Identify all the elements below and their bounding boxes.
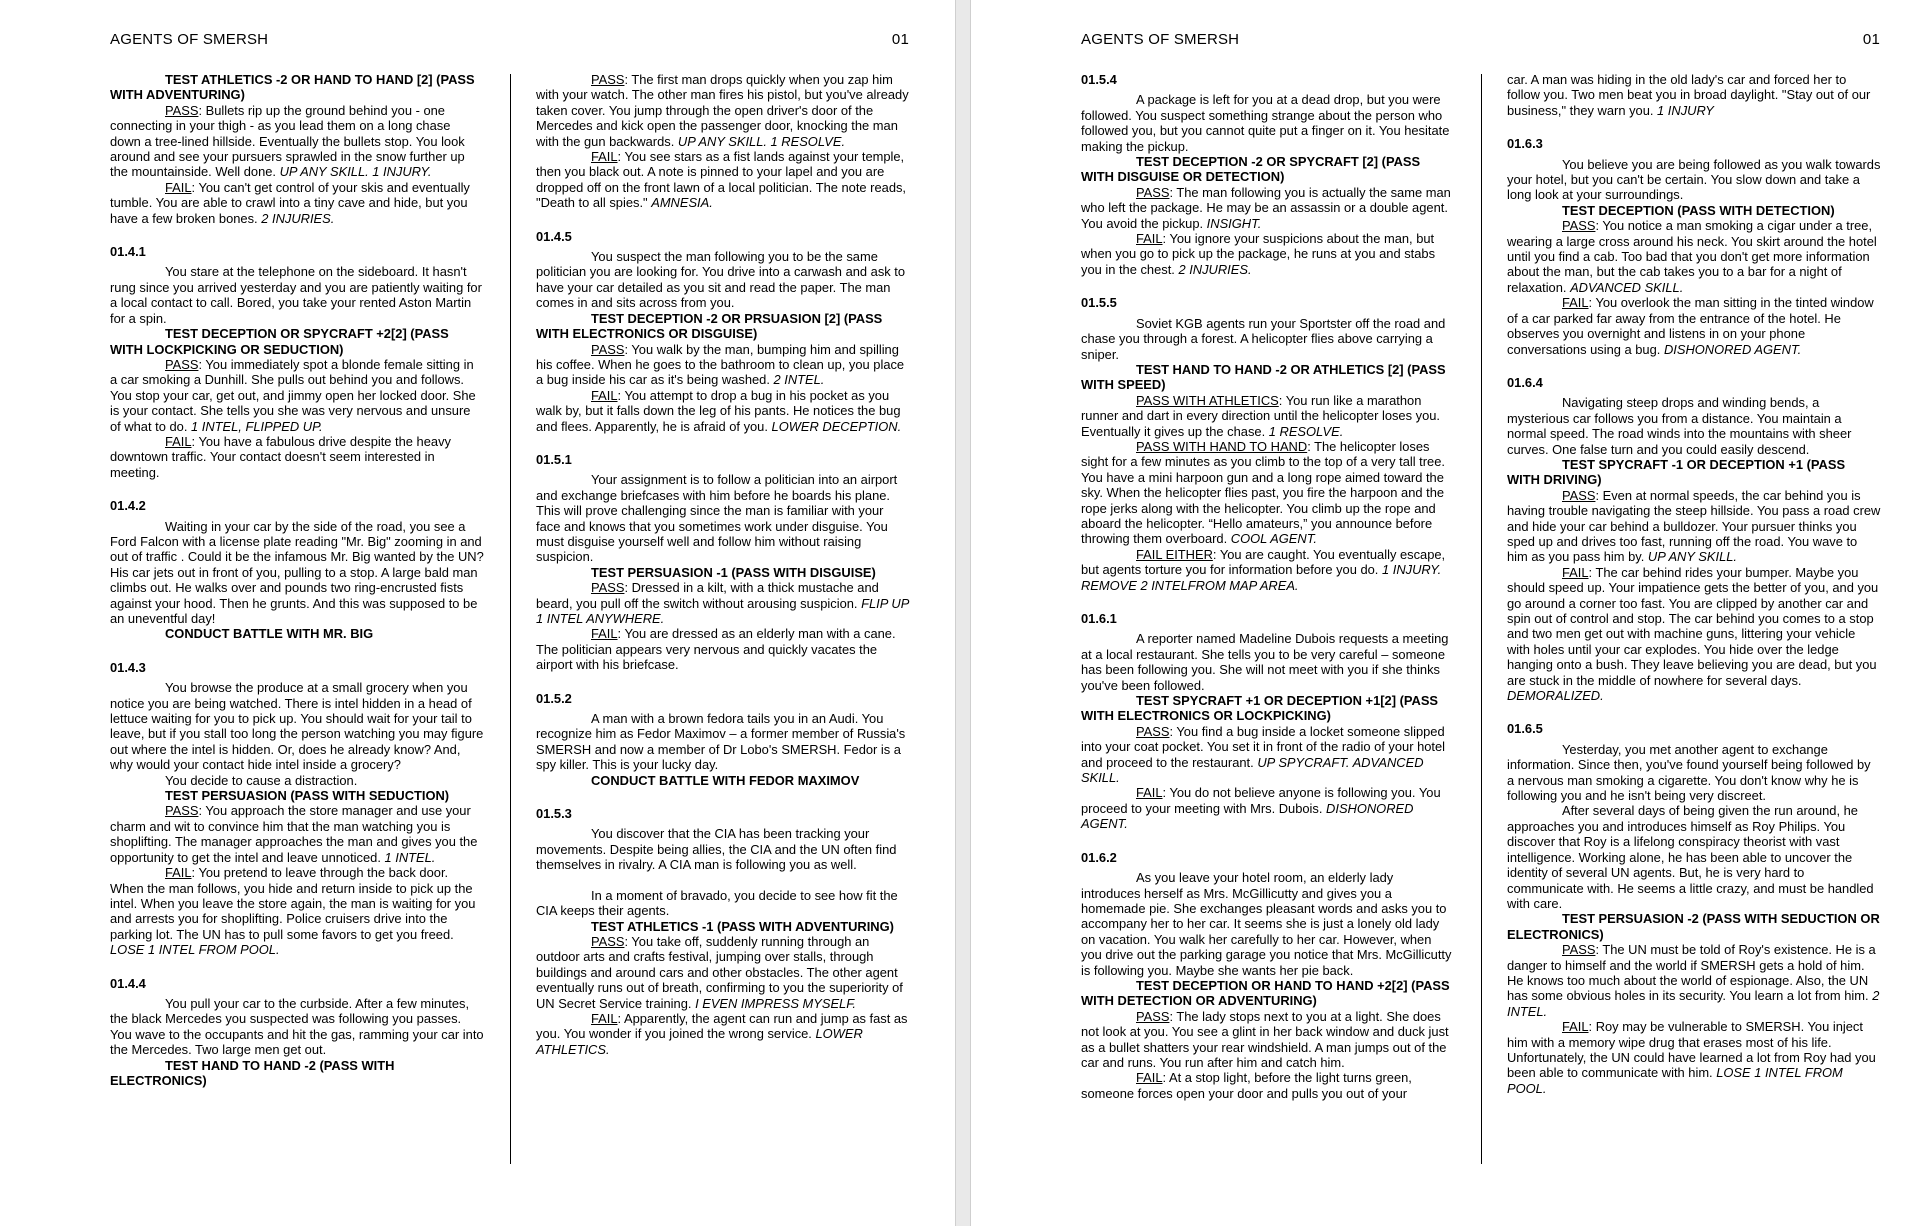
outcome-label: FAIL [165, 179, 192, 195]
page-gutter [955, 0, 971, 1226]
outcome-label: FAIL [165, 433, 192, 449]
outcome-effect: DISHONORED AGENT. [1663, 341, 1802, 357]
outcome-effect: 2 INJURIES. [261, 210, 335, 226]
story-paragraph: Your assignment is to follow a politician into an airport and exchange briefcases with him before he boards his plane. This will prove challenging since the man is familiar with your face and knows that you sometimes work under disguise. You must disguise yourself well and follow him without raising suspicion. [536, 472, 898, 565]
outcome-paragraph: FAIL: You can't get control of your skis and eventually tumble. You are able to crawl into a tiny cave and hide, but you have a few broken bones. 2 INJURIES. [110, 179, 470, 226]
page-number: 01 [1862, 31, 1880, 48]
outcome-paragraph: PASS: You take off, suddenly running through an outdoor arts and crafts festival, jumping over stalls, through buildings and around cars and other obstacles. The other agent eventually runs out of breath, confirming to you the superiority of UN Secret Service training. I EVEN IMPRESS MYSELF. [536, 933, 903, 1011]
story-section [1507, 136, 1881, 357]
outcome-label: FAIL [1562, 1019, 1589, 1035]
outcome-text: The man following you is actually the same man who left the package. He may be an assassin or a double agent. You avoid the pickup. [1081, 184, 1451, 231]
test-instruction: TEST DECEPTION -2 OR PRSUASION [2] (PASS WITH ELECTRONICS OR DISGUISE) [536, 310, 883, 342]
outcome-effect: 2 INTEL. [773, 372, 825, 388]
story-section [110, 498, 484, 642]
text-column [110, 72, 484, 1088]
outcome-text: The first man drops quickly when you zap him with your watch. The other man fires his pistol, but you've already taken cover. You jump through the open driver's door of the Mercedes and kick open the passenger door, knocking the man with the gun backwards. [536, 72, 909, 149]
test-instruction: TEST PERSUASION -2 (PASS WITH SEDUCTION OR ELECTRONICS) [1507, 911, 1880, 942]
outcome-paragraph: FAIL: You ignore your suspicions about the man, but when you go to pick up the package, he runs at you and stabs you in the chest. 2 INJURIES. [1081, 231, 1436, 277]
test-instruction: TEST DECEPTION OR HAND TO HAND +2[2] (PASS WITH DETECTION OR ADVENTURING) [1081, 977, 1450, 1009]
outcome-effect: DISHONORED AGENT. [1081, 800, 1414, 832]
story-section [536, 452, 910, 673]
test-instruction: TEST DECEPTION OR SPYCRAFT +2[2] (PASS WITH LOCKPICKING OR SEDUCTION) [110, 326, 449, 357]
outcome-label: PASS [165, 356, 199, 372]
outcome-paragraph: FAIL: Apparently, the agent can run and jump as fast as you. You wonder if you joined the wrong service. LOWER ATHLETICS. [536, 1010, 908, 1057]
section-number: 01.6.2 [1081, 849, 1117, 865]
story-section [536, 72, 910, 211]
outcome-text: You do not believe anyone is following you. You proceed to your meeting with Mrs. Dubois. [1081, 785, 1441, 816]
outcome-text: You attempt to drop a bug in his pocket as you walk by, but it falls down the leg of his pants. He notices the bug and flees. Apparently, he is afraid of you. [536, 387, 901, 434]
outcome-label: PASS WITH HAND TO HAND [1136, 438, 1308, 454]
outcome-label: FAIL [1562, 295, 1589, 311]
outcome-label: PASS [1562, 487, 1596, 503]
outcome-text: You ignore your suspicions about the man, but when you go to pick up the package, he runs at you and stabs you in the chest. [1081, 231, 1436, 277]
outcome-effect: AMNESIA. [651, 195, 713, 211]
outcome-label: FAIL [591, 1010, 618, 1026]
outcome-paragraph: FAIL: You do not believe anyone is following you. You proceed to your meeting with Mrs. Dubois. DISHONORED AGENT. [1081, 785, 1441, 832]
outcome-label: PASS [1562, 942, 1596, 958]
outcome-effect: LOWER DECEPTION. [771, 418, 902, 434]
section-number: 01.5.5 [1081, 295, 1117, 311]
section-number: 01.6.5 [1507, 721, 1543, 737]
outcome-text: You notice a man smoking a cigar under a tree, wearing a large cross around his neck. You skirt around the hotel until you find a cab. Too bad that you don't get more information about the man, but the cab takes you to a bar for a night of relaxation. [1507, 218, 1877, 295]
story-paragraph: A man with a brown fedora tails you in an Audi. You recognize him as Fedor Maximov – a former member of Russia's SMERSH and now a member of Dr Lobo's SMERSH. Fedor is a spy killer. This is your lucky day. [536, 711, 906, 773]
story-section [1081, 72, 1455, 277]
outcome-label: PASS [591, 933, 625, 949]
story-paragraph: A package is left for you at a dead drop, but you were followed. You suspect something strange about the person who followed you, but you cannot quite put a finger on it. You hesitate making the pickup. [1081, 92, 1450, 154]
story-paragraph: You discover that the CIA has been tracking your movements. Despite being allies, the CIA and the UN often find themselves in rivalry. A CIA man is following you as well. [536, 826, 897, 873]
outcome-label: FAIL [1136, 231, 1163, 247]
outcome-label: FAIL [1136, 1070, 1163, 1086]
outcome-paragraph: PASS: The lady stops next to you at a light. She does not look at you. You see a glint in her back window and duck just as a bullet shatters your rear windshield. A man jumps out of the car and runs. You run after him and catch him. [1081, 1008, 1449, 1070]
outcome-label: PASS [591, 341, 625, 357]
outcome-paragraph: FAIL: At a stop light, before the light turns green, someone forces open your door and pulls you out of your [1081, 1070, 1412, 1101]
outcome-effect: 1 INTEL. [384, 849, 436, 865]
outcome-effect: 2 INTEL. [1507, 988, 1880, 1019]
outcome-effect: 1 INTEL, FLIPPED UP. [191, 418, 323, 434]
story-paragraph: You decide to cause a distraction. [165, 772, 358, 788]
story-section [536, 806, 910, 1057]
outcome-label: FAIL [591, 626, 618, 642]
outcome-paragraph: PASS: You approach the store manager and use your charm and wit to convince him that the man watching you is shoplifting. The manager approaches the man and gives you the opportunity to get the intel and leave unnoticed. 1 INTEL. [110, 803, 478, 865]
outcome-text: Roy may be vulnerable to SMERSH. You inject him with a memory wipe drug that erases most of his life. Unfortunately, the UN could have learned a lot from Roy had you been able to communicate with him. [1507, 1019, 1876, 1081]
story-section [536, 691, 910, 788]
outcome-text: Dressed in a kilt, with a thick mustache and beard, you pull off the switch without arousing suspicion. [536, 580, 879, 611]
story-section [1507, 375, 1881, 704]
story-paragraph: A reporter named Madeline Dubois requests a meeting at a local restaurant. She tells you to be very careful – someone has been following you. She will not meet with you if she thinks you've been followed. [1081, 631, 1449, 693]
paragraph-gap [536, 873, 910, 888]
outcome-text: At a stop light, before the light turns green, someone forces open your door and pulls you out of your [1081, 1070, 1412, 1101]
section-number: 01.6.1 [1081, 611, 1117, 626]
outcome-label: FAIL [1136, 785, 1163, 801]
outcome-text: You pretend to leave through the back door. When the man follows, you hide and return inside to pick up the intel. When you leave the store again, the man is waiting for you and arrests you for shoplifting. Police cruisers drive into the parking lot. The UN has to pull some favors to get you freed. [110, 865, 476, 942]
outcome-effect: 2 INJURIES. [1178, 261, 1252, 277]
section-number: 01.6.4 [1507, 374, 1543, 390]
outcome-effect: LOSE 1 INTEL FROM POOL. [110, 942, 280, 958]
story-section [1081, 850, 1455, 1102]
outcome-effect: FLIP UP 1 INTEL ANYWHERE. [536, 595, 909, 626]
outcome-paragraph: PASS: You find a bug inside a locket someone slipped into your coat pocket. You set it in front of the radio of your hotel and proceed to the restaurant. UP SPYCRAFT. ADVANCED SKILL. [1081, 723, 1446, 786]
story-paragraph: You suspect the man following you to be the same politician you are looking for. You drive into a carwash and ask to have your car detailed as you sit and read the paper. The man comes in and sits across from you. [536, 249, 906, 311]
outcome-effect: DEMORALIZED. [1507, 688, 1604, 704]
outcome-text: You overlook the man sitting in the tinted window of a car parked far away from the entrance of the hotel. He observes you overnight and listens in on your phone conversations using a bug. [1507, 295, 1874, 357]
page-number: 01 [891, 31, 909, 48]
outcome-paragraph: FAIL: You see stars as a fist lands against your temple, then you black out. A note is pinned to your lapel and you are dropped off on the front lawn of a local politician. The note reads, "Death to all spies." AMNESIA. [536, 149, 907, 211]
outcome-effect: INSIGHT. [1206, 215, 1262, 231]
story-section [110, 976, 484, 1089]
outcome-label: FAIL [591, 387, 618, 403]
section-number: 01.4.2 [110, 498, 146, 514]
story-paragraph: Yesterday, you met another agent to exchange information. Since then, you've found yourself being followed by a nervous man smoking a cigarette. You don't know why he is following you and he isn't being very discreet. [1507, 741, 1871, 804]
outcome-effect: UP ANY SKILL. [1647, 549, 1738, 565]
section-number: 01.4.3 [110, 659, 146, 675]
outcome-label: PASS WITH ATHLETICS [1136, 392, 1279, 408]
story-paragraph: You pull your car to the curbside. After a few minutes, the black Mercedes you suspected was following you passes. You wave to the occupants and hit the gas, ramming your car into the Mercedes. Two large men get out. [110, 995, 484, 1058]
section-number: 01.4.5 [536, 228, 572, 244]
outcome-text: You see stars as a fist lands against your temple, then you black out. A note is pinned to your lapel and you are dropped off on the front lawn of a local politician. The note reads, "Death to all spies." [536, 149, 907, 211]
story-paragraph: You browse the produce at a small grocery when you notice you are being watched. There is intel hidden in a head of lettuce waiting for you to pick up. You should wait for your tail to leave, but if you stall too long the person watching you may figure out where the intel is hidden. Or, does he already know? And, why would your contact hide intel inside a grocery? [110, 680, 484, 773]
outcome-label: PASS [1136, 184, 1170, 200]
story-section [1081, 611, 1455, 832]
outcome-paragraph: FAIL EITHER: You are caught. You eventually escape, but agents torture you for information before you do. 1 INJURY. REMOVE 2 INTELFROM MAP AREA. [1081, 546, 1446, 593]
test-instruction: TEST HAND TO HAND -2 OR ATHLETICS [2] (PASS WITH SPEED) [1081, 361, 1446, 393]
outcome-effect: LOWER ATHLETICS. [536, 1026, 863, 1057]
test-instruction: TEST SPYCRAFT +1 OR DECEPTION +1[2] (PASS WITH ELECTRONICS OR LOCKPICKING) [1081, 693, 1439, 724]
continued-paragraph [1507, 72, 1881, 118]
outcome-text: The UN must be told of Roy's existence. He is a danger to himself and the world if SMERSH gets a hold of him. He knows too much about the world of espionage. Also, the UN has some obvious holes in its security. You learn a lot from him. [1507, 942, 1876, 1004]
outcome-paragraph: PASS: You walk by the man, bumping him and spilling his coffee. When he goes to the bathroom to clean up, you place a bug inside his car as it's being washed. 2 INTEL. [536, 341, 905, 388]
outcome-paragraph: PASS WITH HAND TO HAND: The helicopter loses sight for a few minutes as you climb to the top of a very tall tree. You have a mini harpoon gun and a long rope aimed toward the sky. When the helicopter flies past, you fire the harpoon and the rope jerks along with the helicopter. You climb up the rope and aboard the helicopter. “Hello amateurs,” you announce before throwing them overboard. COOL AGENT. [1081, 438, 1445, 547]
test-instruction: TEST PERSUASION -1 (PASS WITH DISGUISE) [591, 564, 876, 580]
text-column [1507, 72, 1881, 1096]
outcome-paragraph: PASS: Bullets rip up the ground behind you - one connecting in your thigh - as you lead them on a long chase down a tree-lined hillside. Eventually the bullets stop. You look around and see your pursuers sprawled in the snow further up the mountainside. Well done. UP ANY SKILL. 1 INJURY. [110, 102, 465, 180]
outcome-paragraph: FAIL: Roy may be vulnerable to SMERSH. You inject him with a memory wipe drug that erases most of his life. Unfortunately, the UN could have learned a lot from Roy had you been able to communicate with him. LOSE 1 INTEL FROM POOL. [1507, 1019, 1876, 1096]
column-divider [1481, 74, 1482, 1164]
outcome-paragraph: PASS: The first man drops quickly when you zap him with your watch. The other man fires his pistol, but you've already taken cover. You jump through the open driver's door of the Mercedes and kick open the passenger door, knocking the man with the gun backwards. UP ANY SKILL. 1 RESOLVE. [536, 72, 909, 149]
outcome-text: You run like a marathon runner and dart in every direction until the helicopter loses you. Eventually it gives up the chase. [1081, 392, 1440, 439]
outcome-paragraph: PASS: The man following you is actually the same man who left the package. He may be an assassin or a double agent. You avoid the pickup. INSIGHT. [1081, 184, 1451, 231]
outcome-label: PASS [165, 102, 199, 118]
outcome-text: You have a fabulous drive despite the heavy downtown traffic. Your contact doesn't seem interested in meeting. [110, 433, 451, 480]
story-paragraph: You stare at the telephone on the sideboard. It hasn't rung since you arrived yesterday and you are patiently waiting for a local contact to call. Bored, you take your rented Aston Martin for a spin. [110, 264, 482, 326]
outcome-effect: COOL AGENT. [1230, 531, 1317, 547]
section-number: 01.5.1 [536, 451, 572, 467]
outcome-text: The helicopter loses sight for a few minutes as you climb to the top of a very tall tree. You have a mini harpoon gun and a long rope aimed toward the sky. When the helicopter flies past, you fire the harpoon and the rope jerks along with the helicopter. You climb up the rope and aboard the helicopter. “Hello amateurs,” you announce before throwing them overboard. [1081, 438, 1445, 547]
outcome-text: The lady stops next to you at a light. She does not look at you. You see a glint in her back window and duck just as a bullet shatters your rear windshield. A man jumps out of the car and runs. You run after him and catch him. [1081, 1008, 1449, 1070]
outcome-paragraph: PASS: The UN must be told of Roy's existence. He is a danger to himself and the world if SMERSH gets a hold of him. He knows too much about the world of espionage. Also, the UN has some obvious holes in its security. You learn a lot from him. 2 INTEL. [1507, 942, 1880, 1019]
test-instruction: TEST HAND TO HAND -2 (PASS WITH ELECTRONICS) [110, 1057, 395, 1088]
text-column [1081, 72, 1455, 1101]
outcome-effect: ADVANCED SKILL. [1570, 279, 1684, 295]
story-section [1507, 72, 1881, 118]
outcome-label: PASS [1562, 218, 1596, 234]
outcome-paragraph: PASS: Even at normal speeds, the car behind you is having trouble navigating the steep hillside. You pass a road crew and hide your car behind a bulldozer. Your pursuer thinks you sped up and drives too fast, running off the road. You wave to him as you pass him by. UP ANY SKILL. [1507, 487, 1881, 565]
story-paragraph: Navigating steep drops and winding bends, a mysterious car follows you from a distance. You maintain a normal speed. The road winds into the mountains with sheer curves. One false turn and you could easily descend. [1507, 395, 1852, 457]
page-header-title: AGENTS OF SMERSH [1081, 31, 1240, 48]
test-instruction: TEST ATHLETICS -2 OR HAND TO HAND [2] (PASS WITH ADVENTURING) [110, 72, 475, 103]
story-section [110, 72, 484, 226]
outcome-label: PASS [1136, 1008, 1170, 1024]
outcome-paragraph: FAIL: You overlook the man sitting in the tinted window of a car parked far away from the entrance of the hotel. He observes you overnight and listens in on your phone conversations using a bug. DISHONORED AGENT. [1507, 295, 1874, 357]
outcome-text: You find a bug inside a locket someone slipped into your coat pocket. You set it in front of the radio of your hotel and proceed to the restaurant. [1081, 723, 1446, 770]
outcome-text: car. A man was hiding in the old lady's car and forced her to follow you. Two men beat you in broad daylight. "Stay out of our business," they warn you. [1507, 72, 1871, 118]
outcome-effect: 1 INJURY. REMOVE 2 INTELFROM MAP AREA. [1081, 562, 1442, 593]
outcome-text: You can't get control of your skis and eventually tumble. You are able to crawl into a tiny cave and hide, but you have a few broken bones. [110, 179, 470, 226]
outcome-text: You are caught. You eventually escape, but agents torture you for information before you do. [1081, 546, 1446, 578]
story-paragraph: As you leave your hotel room, an elderly lady introduces herself as Mrs. McGillicutty and gives you a homemade pie. She exchanges pleasant words and asks you to accompany her to her car. It seems she is just a lonely old lady on vacation. You walk her carefully to her car. However, when you drive out the parking garage you notice that Mrs. McGillicutty is following you. Maybe she wants her pie back. [1081, 870, 1452, 978]
text-column [536, 72, 910, 1057]
outcome-effect: UP ANY SKILL. 1 RESOLVE. [677, 133, 846, 149]
test-instruction: TEST SPYCRAFT -1 OR DECEPTION +1 (PASS WITH DRIVING) [1507, 456, 1846, 488]
story-paragraph: You believe you are being followed as you walk towards your hotel, but you can't be certain. You slow down and take a long look at your surroundings. [1507, 156, 1881, 203]
section-number: 01.5.2 [536, 690, 572, 706]
outcome-label: PASS [591, 580, 625, 596]
outcome-effect: LOSE 1 INTEL FROM POOL. [1507, 1065, 1843, 1096]
page-header-title: AGENTS OF SMERSH [110, 31, 269, 48]
outcome-label: FAIL [591, 149, 618, 165]
section-number: 01.4.4 [110, 975, 146, 991]
section-number: 01.6.3 [1507, 136, 1543, 152]
test-instruction: CONDUCT BATTLE WITH FEDOR MAXIMOV [591, 772, 860, 788]
outcome-text: Even at normal speeds, the car behind you is having trouble navigating the steep hillside. You pass a road crew and hide your car behind a bulldozer. Your pursuer thinks you sped up and drives too fast, running off the road. You wave to him as you pass him by. [1507, 487, 1881, 565]
section-number: 01.5.4 [1081, 72, 1117, 87]
outcome-effect: 1 INJURY [1657, 102, 1714, 118]
story-paragraph: Waiting in your car by the side of the road, you see a Ford Falcon with a license plate reading "Mr. Big" zooming in and out of traffic . Could it be the infamous Mr. Big wanted by the UN? His car jets out in front of you, pulling to a stop. A large bald man climbs out. He walks over and pounds two ring-encrusted fists against your hood. Then he grunts. And this was supposed to be an uneventful day! [110, 518, 484, 626]
outcome-paragraph: FAIL: You attempt to drop a bug in his pocket as you walk by, but it falls down the leg of his pants. He notices the bug and flees. Apparently, he is afraid of you. LOWER DECEPTION. [536, 387, 902, 434]
outcome-paragraph: FAIL: You pretend to leave through the back door. When the man follows, you hide and return inside to pick up the intel. When you leave the store again, the man is waiting for you and arrests you for shoplifting. Police cruisers drive into the parking lot. The UN has to pull some favors to get you freed. LOSE 1 INTEL FROM POOL. [110, 865, 476, 958]
outcome-paragraph: FAIL: You have a fabulous drive despite the heavy downtown traffic. Your contact doesn't seem interested in meeting. [110, 433, 451, 480]
outcome-effect: 1 RESOLVE. [1268, 423, 1344, 439]
right-page [971, 0, 1926, 1226]
outcome-text: Bullets rip up the ground behind you - one connecting in your thigh - as you lead them on a long chase down a tree-lined hillside. Eventually the bullets stop. You look around and see your pursuers sprawled in the snow further up the mountainside. Well done. [110, 102, 465, 180]
column-divider [510, 74, 511, 1164]
outcome-paragraph: FAIL: The car behind rides your bumper. Maybe you should speed up. Your impatience gets the better of you, and you go around a corner too fast. You are clipped by another car and spin out of control and stop. The car behind you comes to a stop and two men get out with machine guns, littering your vehicle with holes until your car explodes. You hide over the ledge hanging onto a bush. They leave believing you are dead, but you are stuck in the middle of nowhere for several days. DEMORALIZED. [1507, 564, 1879, 704]
outcome-text: The car behind rides your bumper. Maybe you should speed up. Your impatience gets the better of you, and you go around a corner too fast. You are clipped by another car and spin out of control and stop. The car behind you comes to a stop and two men get out with machine guns, littering your vehicle with holes until your car explodes. You hide over the ledge hanging onto a bush. They leave believing you are dead, but you are stuck in the middle of nowhere for several days. [1507, 564, 1879, 688]
story-paragraph: Soviet KGB agents run your Sportster off the road and chase you through a forest. A helicopter flies above carrying a sniper. [1081, 315, 1446, 362]
story-paragraph: After several days of being given the run around, he approaches you and introduces himself as Roy Philips. You discover that Roy is a lifelong conspiracy theorist with vast intelligence. Working alone, he has been able to uncover the identity of several UN agents. But, he is very hard to communicate with. He seems a little crazy, and must be handled with care. [1507, 803, 1874, 911]
test-instruction: TEST DECEPTION -2 OR SPYCRAFT [2] (PASS WITH DISGUISE OR DETECTION) [1081, 154, 1421, 185]
outcome-label: FAIL EITHER [1136, 546, 1213, 562]
outcome-text: You immediately spot a blonde female sitting in a car smoking a Dunhill. She pulls out behind you and follows. You stop your car, get out, and jimmy open her locked door. She is your contact. She tells you she was very nervous and unsure of what to do. [110, 356, 476, 434]
story-section [110, 660, 484, 958]
story-section [536, 229, 910, 434]
story-section [110, 244, 484, 480]
outcome-paragraph: PASS: You notice a man smoking a cigar under a tree, wearing a large cross around his neck. You skirt around the hotel until you find a cab. Too bad that you don't get more information about the man, but the cab takes you to a bar for a night of relaxation. ADVANCED SKILL. [1507, 218, 1877, 295]
outcome-paragraph: PASS: Dressed in a kilt, with a thick mustache and beard, you pull off the switch without arousing suspicion. FLIP UP 1 INTEL ANYWHERE. [536, 580, 909, 626]
outcome-paragraph: PASS: You immediately spot a blonde female sitting in a car smoking a Dunhill. She pulls out behind you and follows. You stop your car, get out, and jimmy open her locked door. She is your contact. She tells you she was very nervous and unsure of what to do. 1 INTEL, FLIPPED UP. [110, 356, 476, 434]
outcome-text: Apparently, the agent can run and jump as fast as you. You wonder if you joined the wrong service. [536, 1010, 908, 1042]
story-section [1507, 721, 1881, 1096]
outcome-text: You take off, suddenly running through an outdoor arts and crafts festival, jumping over stalls, through buildings and around cars and other obstacles. The other agent eventually runs out of breath, confirming to you the superiority of UN Secret Service training. [536, 933, 903, 1011]
left-page [0, 0, 955, 1226]
test-instruction: TEST PERSUASION (PASS WITH SEDUCTION) [165, 788, 450, 804]
outcome-effect: I EVEN IMPRESS MYSELF. [695, 995, 857, 1011]
section-number: 01.5.3 [536, 806, 572, 822]
outcome-text: You are dressed as an elderly man with a cane. The politician appears very nervous and quickly vacates the airport with his briefcase. [536, 626, 896, 673]
test-instruction: TEST DECEPTION (PASS WITH DETECTION) [1562, 202, 1835, 218]
outcome-text: You walk by the man, bumping him and spilling his coffee. When he goes to the bathroom to clean up, you place a bug inside his car as it's being washed. [536, 341, 905, 388]
outcome-label: PASS [1136, 723, 1170, 739]
outcome-effect: UP SPYCRAFT. ADVANCED SKILL. [1081, 754, 1424, 786]
story-paragraph: In a moment of bravado, you decide to see how fit the CIA keeps their agents. [536, 887, 898, 919]
story-section [1081, 295, 1455, 593]
outcome-label: FAIL [165, 865, 192, 881]
test-instruction: TEST ATHLETICS -1 (PASS WITH ADVENTURING) [591, 918, 894, 934]
outcome-text: You approach the store manager and use your charm and wit to convince him that the man watching you is shoplifting. The manager approaches the man and gives you the opportunity to get the intel and leave unnoticed. [110, 803, 478, 865]
test-instruction: CONDUCT BATTLE WITH MR. BIG [165, 626, 374, 642]
outcome-paragraph: FAIL: You are dressed as an elderly man with a cane. The politician appears very nervous and quickly vacates the airport with his briefcase. [536, 626, 896, 673]
section-number: 01.4.1 [110, 244, 146, 260]
outcome-label: PASS [165, 803, 199, 819]
outcome-label: FAIL [1562, 564, 1589, 580]
outcome-effect: UP ANY SKILL. 1 INJURY. [279, 164, 432, 180]
outcome-label: PASS [591, 72, 625, 87]
outcome-paragraph: PASS WITH ATHLETICS: You run like a marathon runner and dart in every direction until the helicopter loses you. Eventually it gives up the chase. 1 RESOLVE. [1081, 392, 1440, 439]
